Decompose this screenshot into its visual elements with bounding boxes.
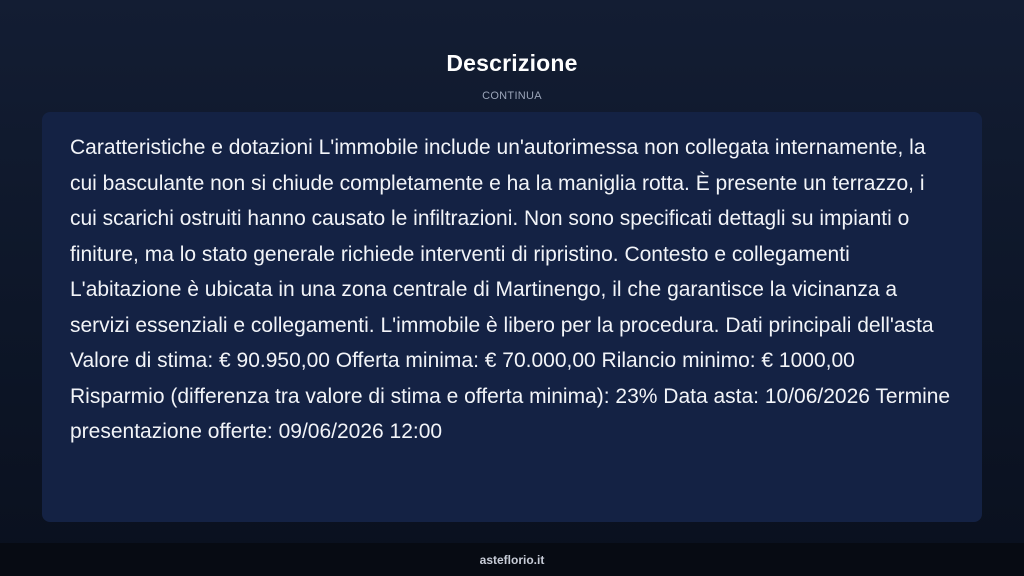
page-subtitle: CONTINUA: [482, 90, 542, 102]
page-title: Descrizione: [446, 50, 578, 76]
description-card: [42, 112, 982, 522]
footer-bar: [0, 543, 1024, 576]
footer-site-name: asteflorio.it: [479, 553, 545, 567]
description-text: Caratteristiche e dotazioni L'immobile include un'autorimessa non collegata internamente, la cui basculante non si chiude completamente e ha la maniglia rotta. È presente un terrazzo, i cui scarichi ostruiti hanno causato le infiltrazioni. Non sono specificati dettagli su impianti o finiture, ma lo stato generale richiede interventi di ripristino. Contesto e collegamenti L'abitazione è ubicata in una zona centrale di Martinengo, il che garantisce la vicinanza a servizi essenziali e collegamenti. L'immobile è libero per la procedura. Dati principali dell'asta Valore di stima: € 90.950,00 Offerta minima: € 70.000,00 Rilancio minimo: € 1000,00 Risparmio (differenza tra valore di stima e offerta minima): 23% Data asta: 10/06/2026 Termine presentazione offerte: 09/06/2026 12:00: [70, 136, 951, 443]
